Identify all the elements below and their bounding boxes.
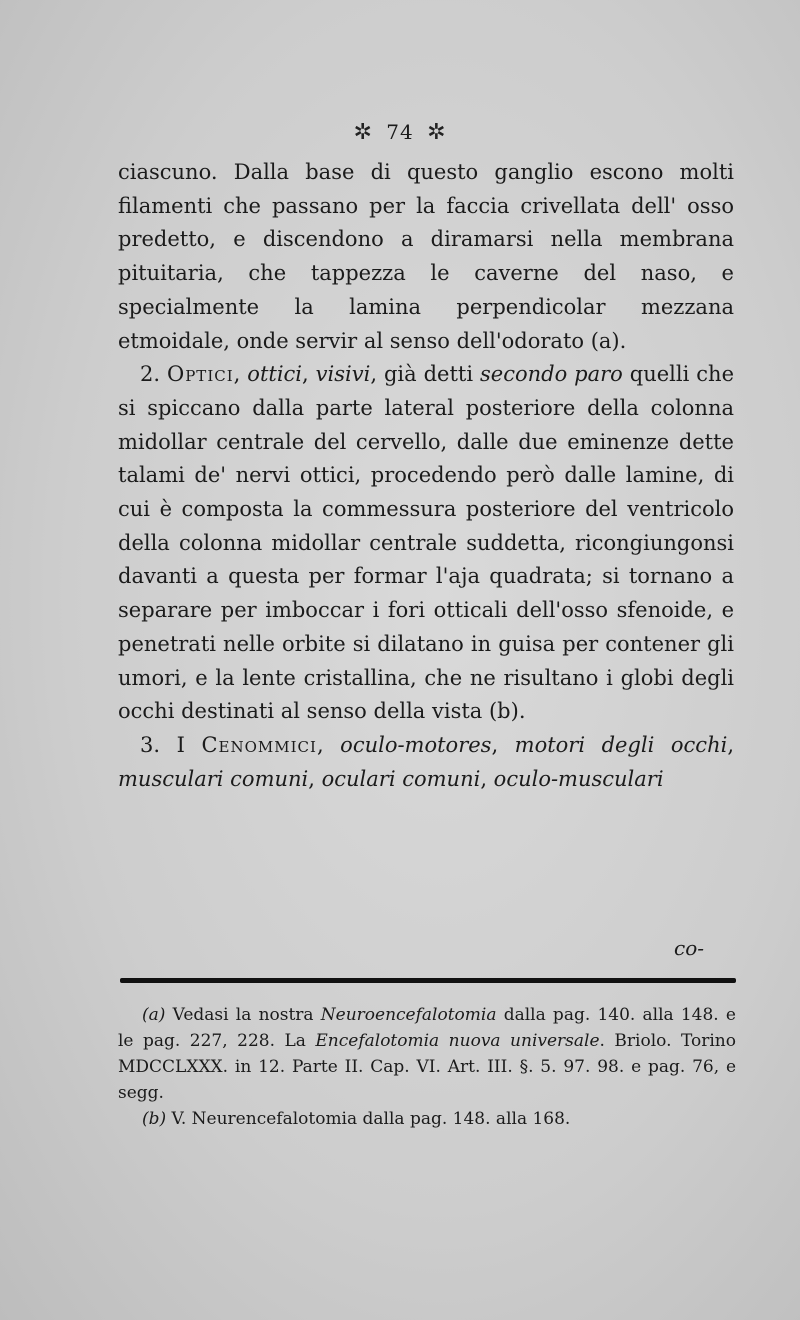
- footnote-rule: [120, 978, 736, 983]
- synonym: motori degli occhi: [514, 732, 728, 757]
- nerve-term: Optici: [167, 362, 234, 387]
- text-run: quelli che si spiccano dalla parte lateral posteriore della colonna midollar centrale del cervello, dalle due eminenze dette talami de' nervi ottici, procedendo però dalle lamine, di cui è composta la commessura posteriore del ventricolo della colonna midollar centrale suddetta, ricongiungonsi davanti a questa per formar l'aja quadrata; si tornano a separare per imboccar i fori otticali dell'osso sfenoide, e penetrati nelle orbite si dilatano in guisa per contener gli umori, e la lente cristallina, che ne risultano i globi degli occhi destinati al senso della vista (b).: [118, 362, 734, 724]
- text-run: . Briolo. Torino MDCCLXXX. in 12. Parte II. Cap. VI. Art. III. §. 5. 97. 98. e pag. 76, e segg.: [118, 1031, 736, 1103]
- separator: ,: [480, 766, 494, 791]
- paragraph-optici: [118, 358, 734, 729]
- separator: ,: [727, 732, 735, 757]
- ornament-right-icon: ✲: [427, 120, 447, 145]
- synonym: oculari comuni: [321, 766, 481, 791]
- nerve-term: Cenommici: [201, 732, 317, 757]
- cited-title: Neuroencefalotomia: [320, 1005, 497, 1025]
- page-header: [0, 120, 800, 145]
- synonym: oculo-musculari: [493, 766, 664, 791]
- catchword: co-: [674, 936, 704, 960]
- ornament-left-icon: ✲: [353, 120, 373, 145]
- body-text: [118, 156, 734, 796]
- separator: ,: [233, 362, 248, 387]
- synonym: oculo-motores: [340, 732, 492, 757]
- synonym: ottici: [247, 362, 303, 387]
- separator: ,: [302, 362, 316, 387]
- item-number: 2.: [140, 362, 167, 387]
- synonym: musculari comuni: [118, 766, 309, 791]
- footnote-mark: (b): [142, 1109, 167, 1129]
- footnote-mark: (a): [142, 1005, 166, 1025]
- footnote-b: [118, 1106, 736, 1132]
- item-number: 3. I: [140, 732, 202, 757]
- page-number: 74: [386, 120, 414, 144]
- paragraph-continued: ciascuno. Dalla base di questo ganglio escono molti filamenti che passano per la faccia crivellata dell' osso predetto, e discendono a diramarsi nella membrana pituitaria, che tappezza le caverne del naso, e specialmente la lamina perpendicolar mezzana etmoidale, onde servir al senso dell'odorato (a).: [118, 160, 734, 353]
- synonym: visivi: [315, 362, 371, 387]
- separator: ,: [308, 766, 322, 791]
- cited-title: Encefalotomia nuova universale: [315, 1031, 600, 1051]
- synonym: secondo paro: [480, 362, 623, 387]
- text-run: V. Neurencefalotomia dalla pag. 148. alla 168.: [166, 1109, 571, 1129]
- paragraph-cenommici: [118, 729, 734, 796]
- text-run: , già detti: [370, 362, 480, 387]
- separator: ,: [491, 732, 515, 757]
- separator: ,: [316, 732, 341, 757]
- text-run: dalla pag. 140. alla 148. e le pag. 227, 228. La: [118, 1005, 736, 1051]
- text-run: Vedasi la nostra: [165, 1005, 321, 1025]
- footnote-a: [118, 1002, 736, 1106]
- footnotes: [118, 1002, 736, 1132]
